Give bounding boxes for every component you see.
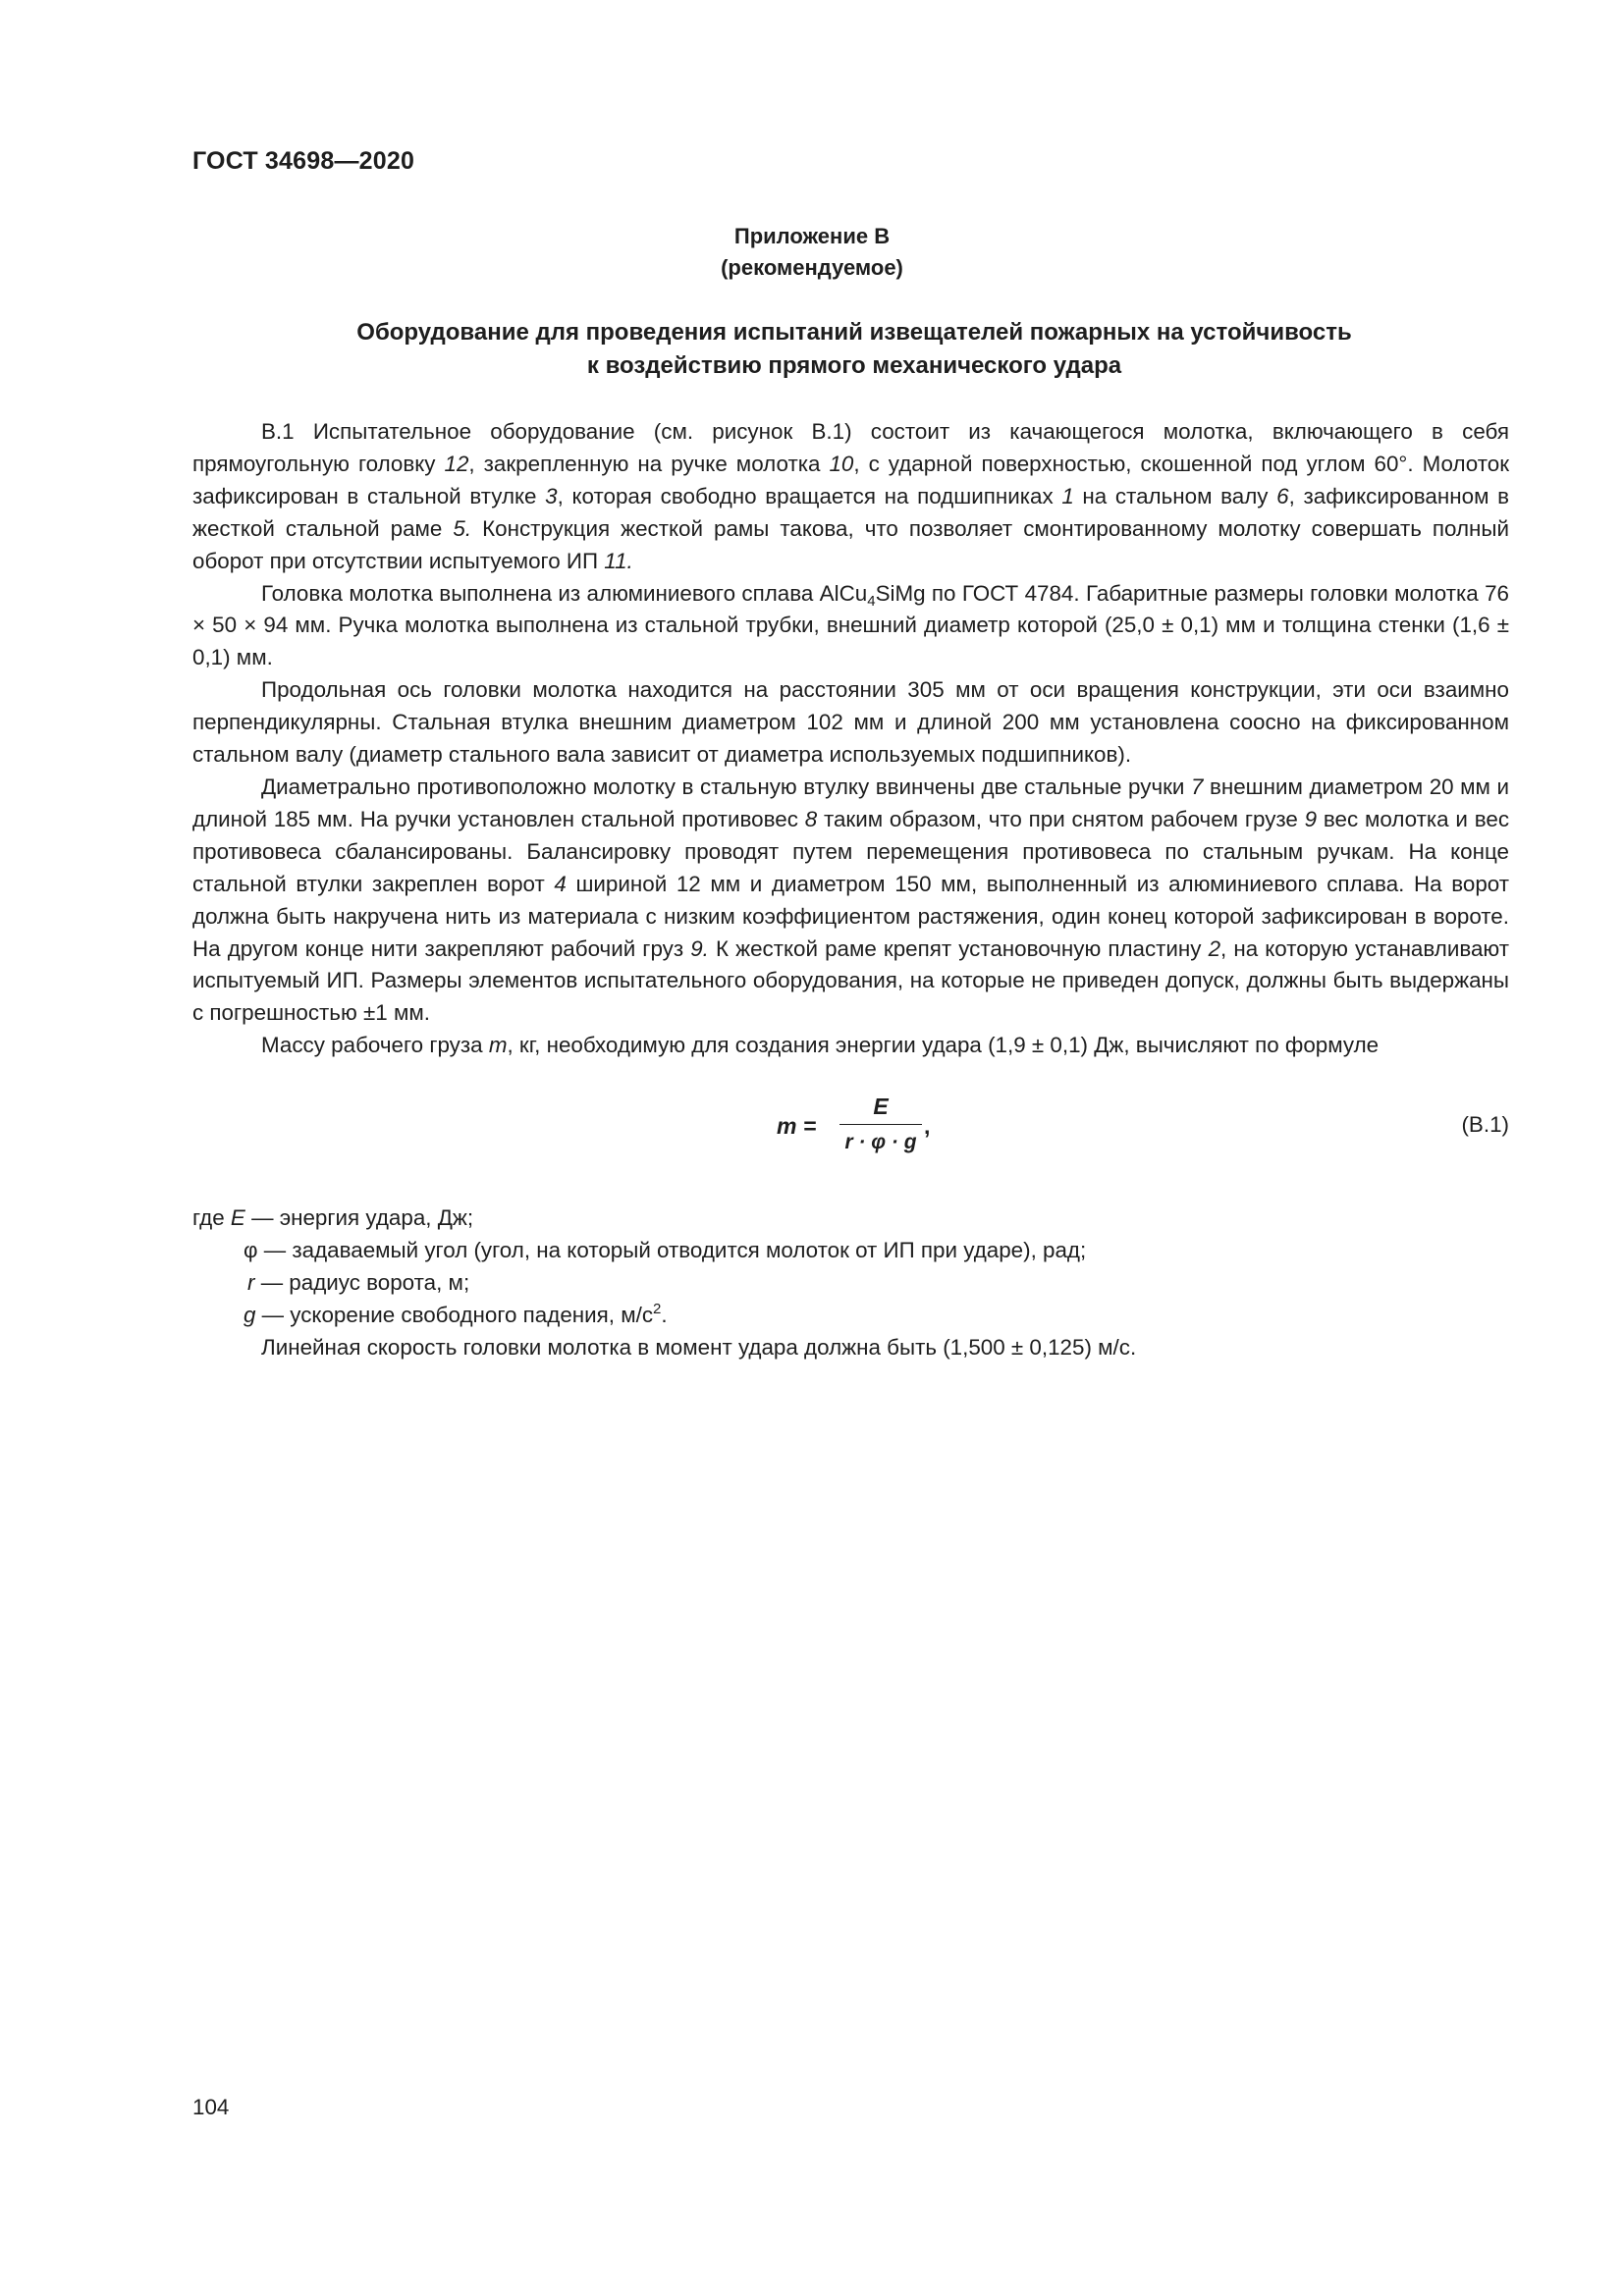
- paragraph-counterweight: [192, 772, 1509, 1030]
- annex-status: (рекомендуемое): [721, 255, 903, 280]
- legend-text: — задаваемый угол (угол, на который отводится молоток от ИП при ударе), рад;: [257, 1237, 1087, 1262]
- legend-item-radius: [192, 1267, 1509, 1300]
- paragraph-mass: [192, 1030, 1509, 1062]
- legend-symbol: E: [230, 1205, 245, 1230]
- legend-intro: где: [192, 1205, 225, 1230]
- annex-heading-line-2: к воздействию прямого механического удара: [586, 352, 1122, 379]
- formula-denominator: r · φ · g: [844, 1131, 917, 1153]
- text-run: на стальном валу: [1073, 483, 1277, 508]
- formula-numerator: E: [873, 1094, 889, 1119]
- text-run: Массу рабочего груза: [261, 1033, 489, 1058]
- text-run: В.1 Испытательное оборудование (см. рисунок В.1) состоит из качающегося молотка, включающего в себя прямоугольную головку: [192, 419, 1509, 476]
- formula-legend: [192, 1202, 1509, 1364]
- superscript: 2: [653, 1300, 662, 1317]
- item-ref: 7: [1190, 774, 1204, 799]
- fraction-bar: [839, 1124, 922, 1125]
- paragraph-b1: [192, 416, 1509, 578]
- text-run: , кг, необходимую для создания энергии удара (1,9 ± 0,1) Дж, вычисляют по формуле: [507, 1033, 1380, 1058]
- item-ref: 4: [554, 871, 567, 896]
- legend-symbol: r: [247, 1269, 255, 1295]
- subscript: 4: [867, 592, 876, 610]
- text-run: шириной 12 мм и диаметром 150 мм, выполненный из алюминиевого сплава. На ворот должна быть накручена нить из материала с низким коэффициентом растяжения, один конец которой зафиксирован в вороте. На другом конце нити закрепляют рабочий груз: [192, 871, 1510, 961]
- text-run: , которая свободно вращается на подшипниках: [557, 483, 1062, 508]
- annex-heading: [255, 316, 1453, 383]
- formula-fraction: [839, 1092, 922, 1157]
- item-ref: 6: [1276, 483, 1289, 508]
- text-run: , с ударной поверхностью, скошенной под углом 60°. Молоток зафиксирован в стальной втулке: [192, 451, 1509, 508]
- text-run: , закрепленную на ручке молотка: [468, 451, 830, 476]
- legend-symbol: g: [244, 1302, 256, 1327]
- item-ref: 9.: [690, 935, 709, 961]
- text-run: вес молотка и вес противовеса сбалансированы. Балансировку проводят путем перемещения противовеса по стальным ручкам. На конце стальной втулки закреплен ворот: [192, 806, 1510, 896]
- text-run: Диаметрально противоположно молотку в стальную втулку ввинчены две стальные ручки: [261, 774, 1191, 799]
- text-run: внешним диаметром 20 мм и длиной 185 мм. На ручки установлен стальной противовес: [192, 774, 1509, 831]
- legend-text: .: [661, 1302, 668, 1327]
- legend-text: — энергия удара, Дж;: [244, 1205, 474, 1230]
- annex-title: Приложение В: [733, 224, 891, 248]
- paragraph-head-material: [192, 578, 1509, 675]
- item-ref: 3: [545, 483, 558, 508]
- item-ref: 5.: [453, 515, 472, 541]
- variable-m: m: [488, 1033, 508, 1058]
- legend-text: — ускорение свободного падения, м/с: [255, 1302, 654, 1327]
- text-run: таким образом, что при снятом рабочем грузе: [817, 806, 1305, 831]
- standard-code: ГОСТ 34698—2020: [192, 147, 415, 175]
- item-ref: 1: [1061, 483, 1074, 508]
- text-run: , на которую устанавливают испытуемый ИП. Размеры элементов испытательного оборудования, на которые не приведен допуск, должны быть выдержаны с погрешностью ±1 мм.: [192, 935, 1509, 1026]
- legend-symbol: φ: [244, 1237, 258, 1262]
- item-ref: 11.: [604, 548, 633, 573]
- legend-text: — радиус ворота, м;: [254, 1269, 470, 1295]
- text-run: Конструкция жесткой рамы такова, что позволяет смонтированному молотку совершать полный оборот при отсутствии испытуемого ИП: [192, 515, 1509, 573]
- text-run: Головка молотка выполнена из алюминиевого сплава AlCu: [261, 580, 868, 606]
- item-ref: 12: [444, 451, 469, 476]
- formula-number: (В.1): [1461, 1112, 1509, 1137]
- item-ref: 8: [804, 806, 818, 831]
- legend-item-gravity: [192, 1300, 1509, 1332]
- item-ref: 2: [1208, 935, 1221, 961]
- item-ref: 9: [1304, 806, 1318, 831]
- text-run: , зафиксированном в жесткой стальной раме: [192, 483, 1510, 541]
- text-run: К жесткой раме крепят установочную пластину: [708, 935, 1209, 961]
- paragraph-axis: Продольная ось головки молотка находится на расстоянии 305 мм от оси вращения конструкции, эти оси взаимно перпендикулярны. Стальная втулка внешним диаметром 102 мм и длиной 200 мм установлена соосно на фиксированном стальном валу (диаметр стального вала зависит от диаметра используемых подшипников).: [192, 677, 1509, 768]
- paragraph-linear-speed: Линейная скорость головки молотка в момент удара должна быть (1,500 ± 0,125) м/с.: [261, 1334, 1137, 1360]
- formula-lhs: m =: [777, 1113, 817, 1139]
- item-ref: 10: [829, 451, 854, 476]
- text-run: SiMg по ГОСТ 4784. Габаритные размеры головки молотка 76 × 50 × 94 мм. Ручка молотка выполнена из стальной трубки, внешний диаметр которой (25,0 ± 0,1) мм и толщина стенки (1,6 ± 0,1) мм.: [192, 580, 1509, 670]
- legend-item-angle: [192, 1235, 1509, 1267]
- annex-heading-line-1: Оборудование для проведения испытаний извещателей пожарных на устойчивость: [356, 319, 1352, 346]
- legend-item-energy: [192, 1202, 1509, 1235]
- page-number: 104: [192, 2095, 230, 2119]
- formula-comma: ,: [924, 1113, 931, 1139]
- body-text: [192, 416, 1509, 1062]
- formula-b1: [192, 1092, 1509, 1160]
